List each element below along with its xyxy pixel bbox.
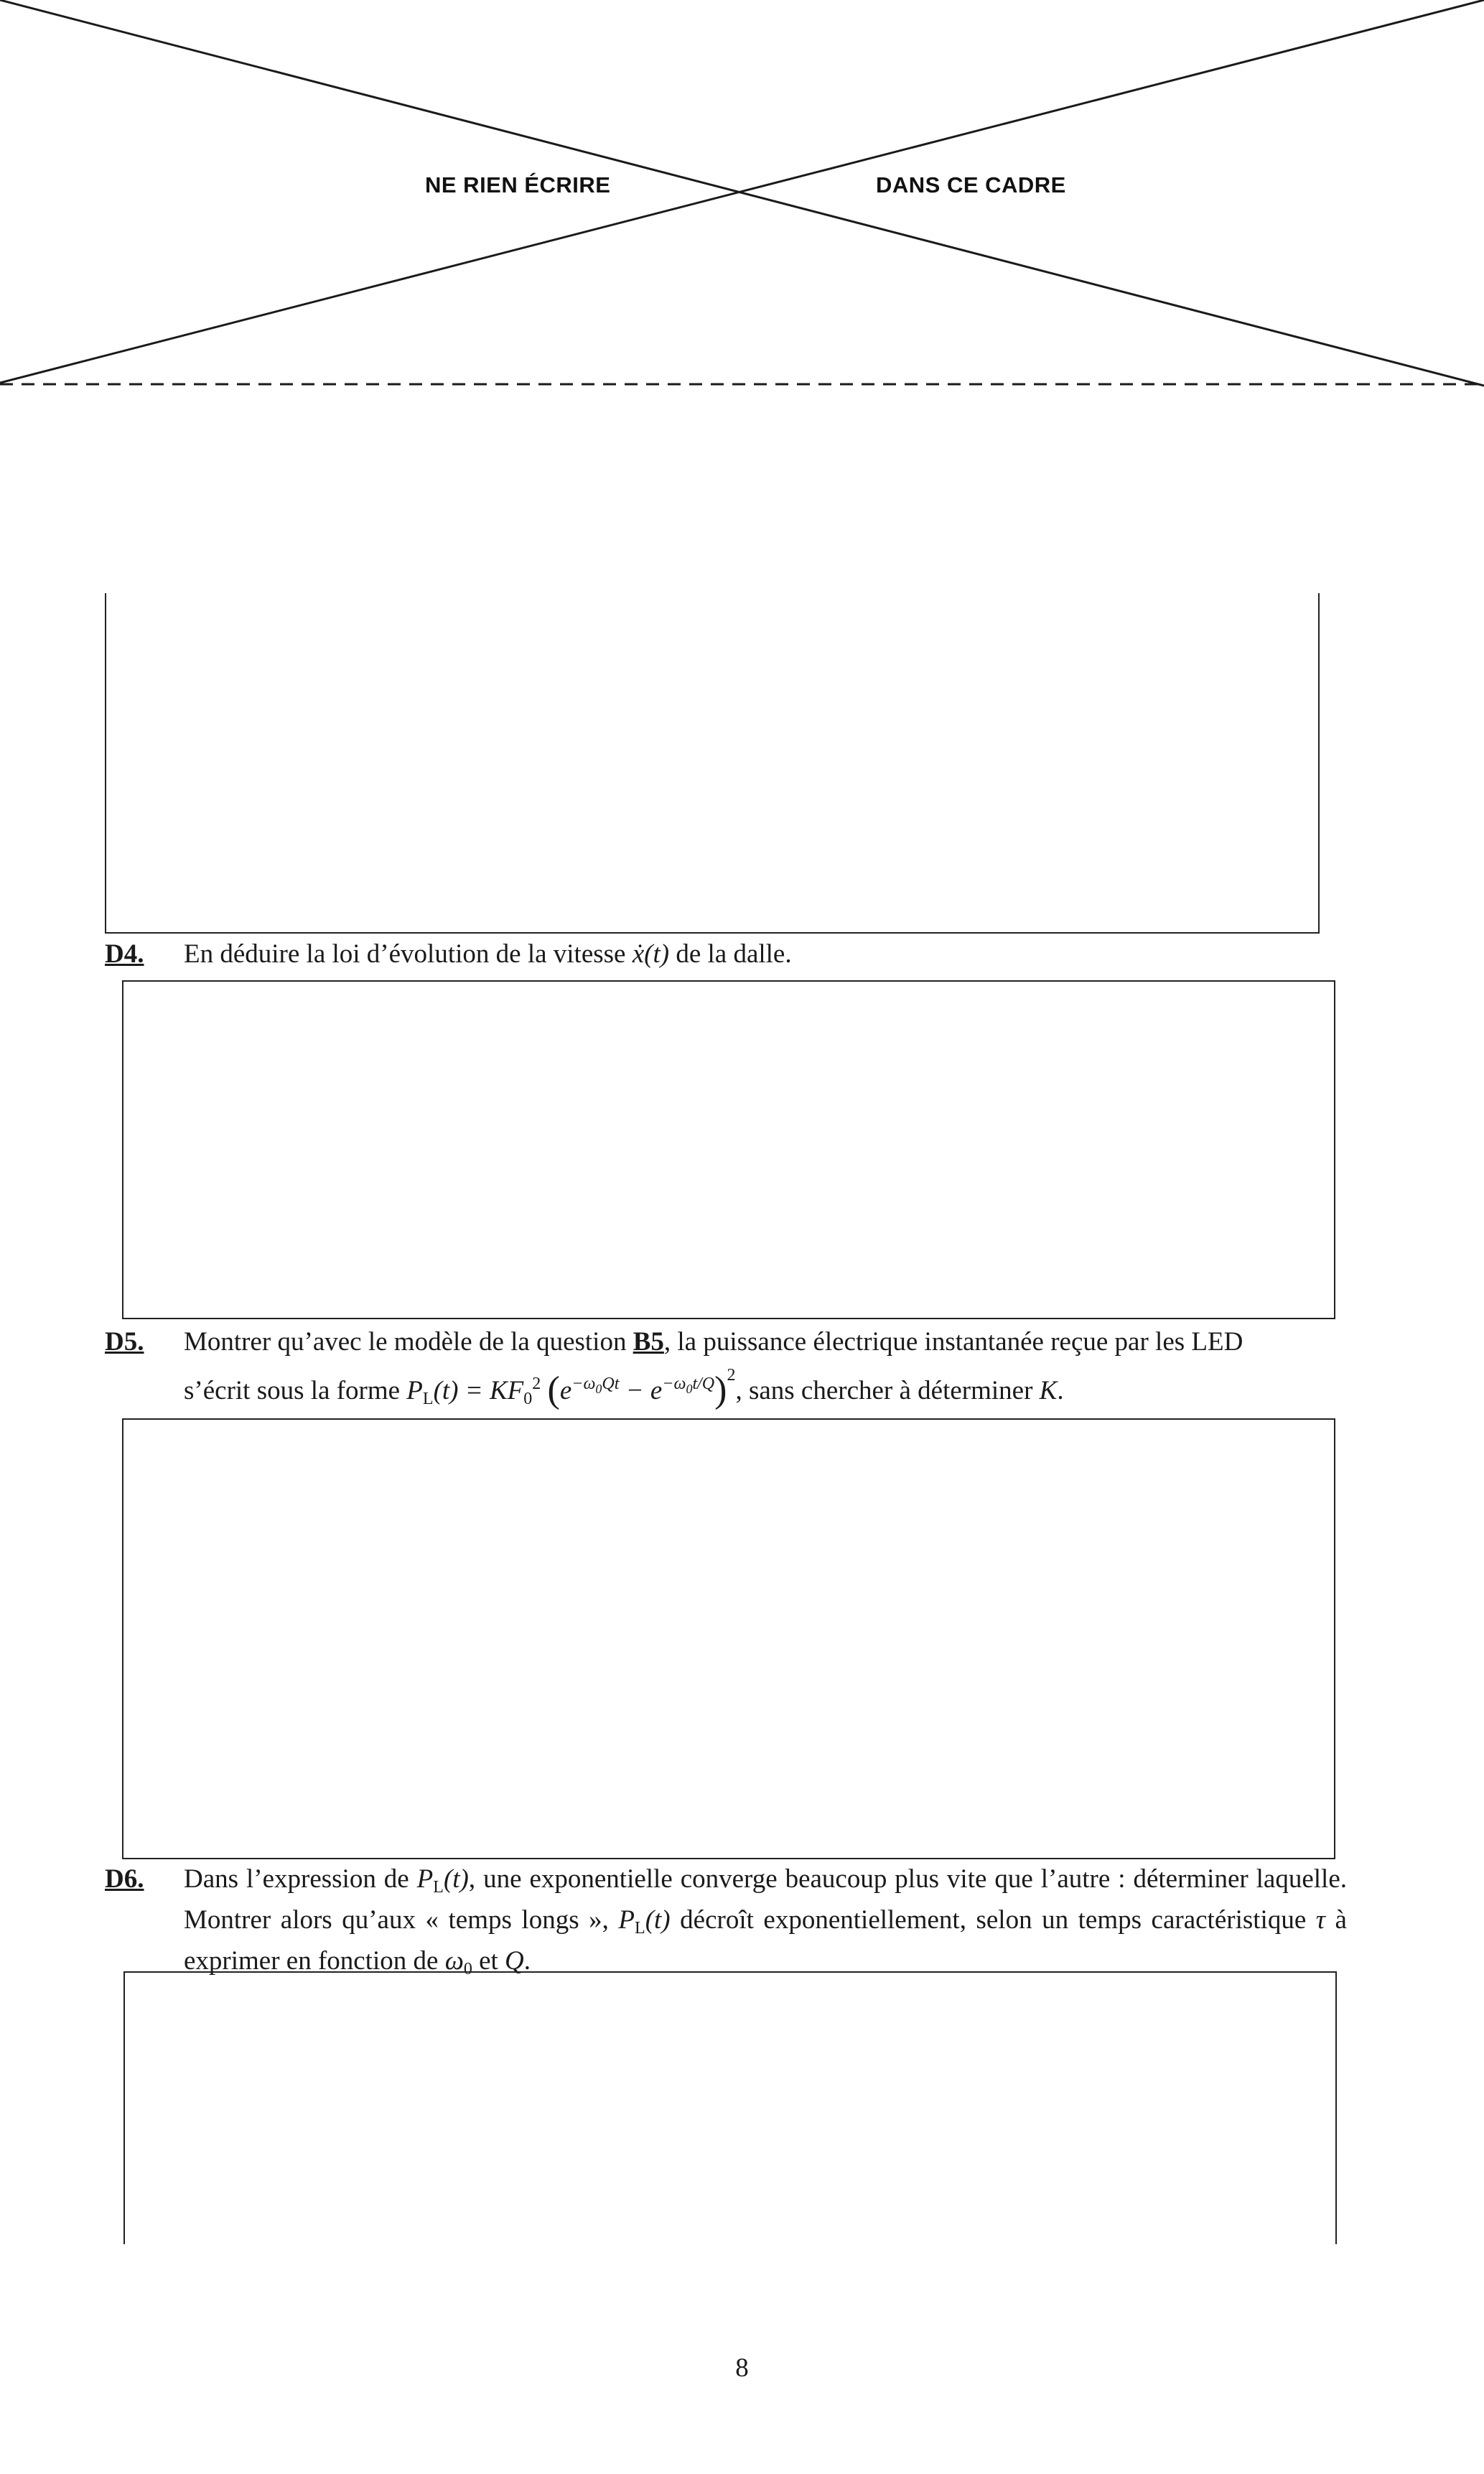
page-number: 8 bbox=[735, 2353, 749, 2383]
banner-text-left: NE RIEN ÉCRIRE bbox=[425, 172, 611, 197]
answer-box-d4[interactable] bbox=[122, 980, 1335, 1319]
question-number: D6. bbox=[105, 1864, 144, 1894]
power-formula: $PL(t) = KF0^2$ $(e^{-\omega_0Qt} - e^{-\omega_0t/Q})^2$ bbox=[406, 1366, 736, 1410]
answer-box-previous[interactable] bbox=[105, 593, 1320, 934]
question-d6 bbox=[105, 1863, 1347, 1986]
question-number: D5. bbox=[105, 1327, 144, 1357]
answer-box-d5[interactable] bbox=[122, 1418, 1335, 1859]
banner-text-right: DANS CE CADRE bbox=[876, 172, 1066, 197]
question-d5 bbox=[105, 1326, 1347, 1415]
question-number: D4. bbox=[105, 939, 144, 969]
question-text: En déduire la loi d’évolution de la vitesse ẋ(t) de la dalle. bbox=[184, 939, 792, 969]
question-d4 bbox=[105, 938, 1347, 971]
do-not-write-banner bbox=[0, 0, 1484, 391]
answer-box-d6[interactable] bbox=[123, 1971, 1337, 2244]
question-reference: B5 bbox=[633, 1327, 664, 1357]
question-text: Dans l’expression de PL(t), une exponentielle converge beaucoup plus vite que l’autre : déterminer laquelle. Montrer alors qu’aux « temps longs », PL(t) décroît exponentiellement, selon un temps caractéristique τ à exprimer en fonction de ω0 et Q. bbox=[184, 1864, 1347, 1978]
question-text: Montrer qu’avec le modèle de la question B5, la puissance électrique instantanée reçue par les LED s’écrit sous la forme $PL(t) = KF0^2$ $(e^{-\omega_0Qt} - e^{-\omega_0t/Q})^2$, sans chercher à déterminer K. bbox=[184, 1327, 1243, 1410]
